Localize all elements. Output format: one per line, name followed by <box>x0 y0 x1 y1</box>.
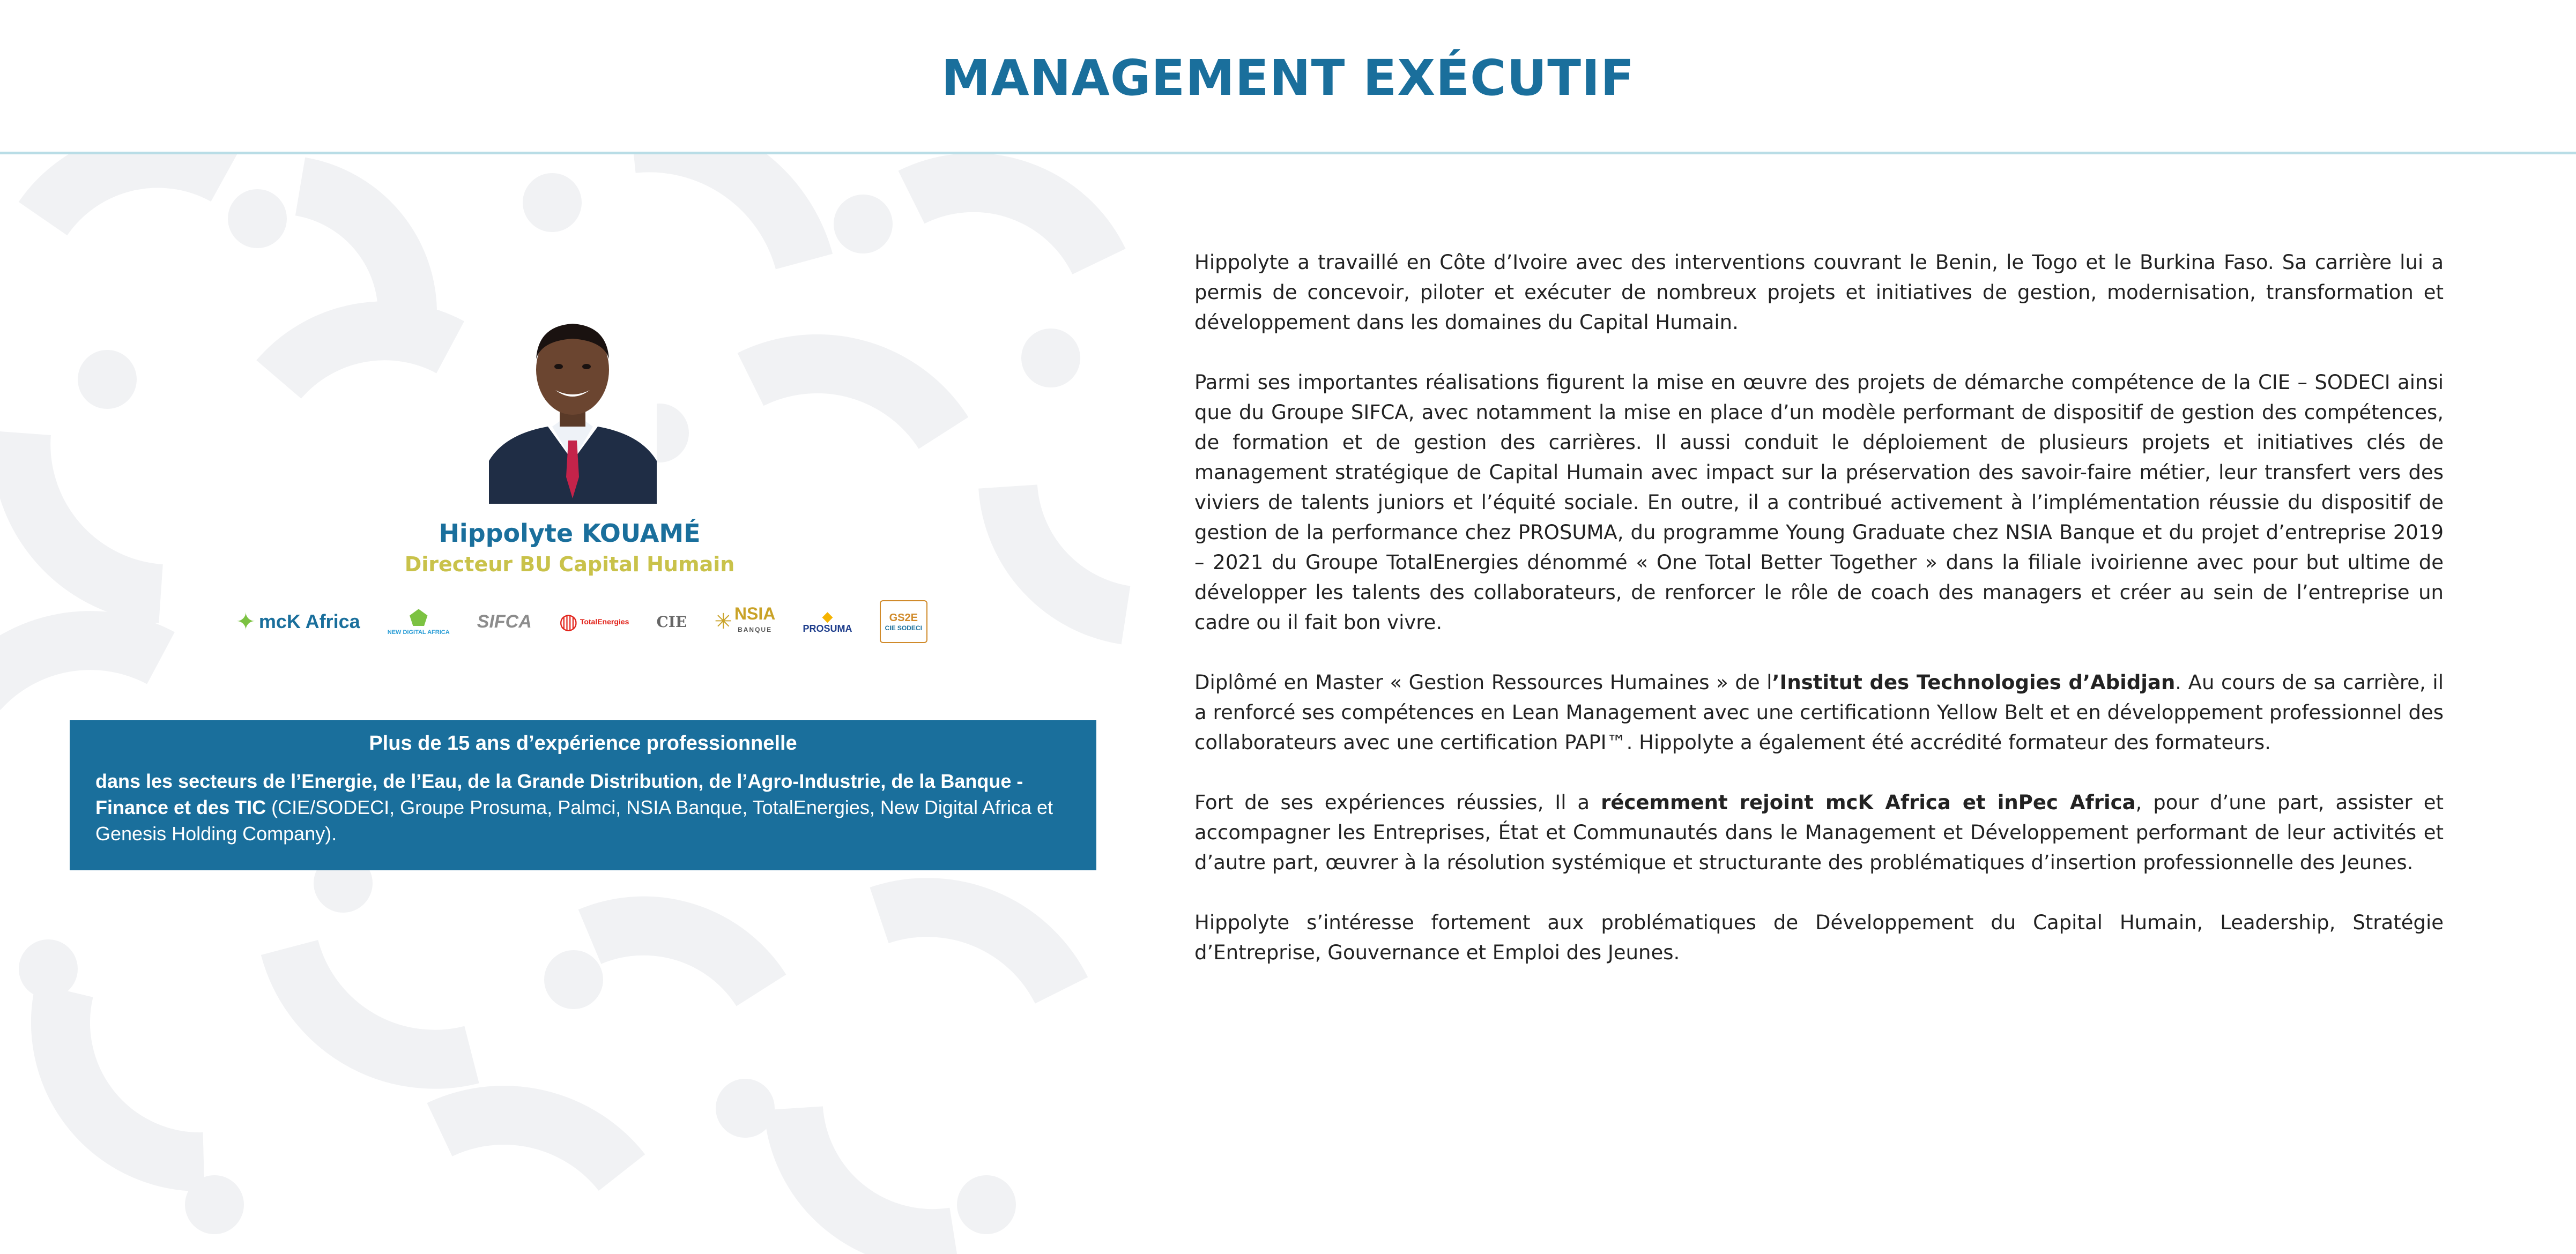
bio-paragraph-3 <box>1194 668 2444 758</box>
bio-p4-highlight: récemment rejoint mcK Africa et inPec Africa <box>1601 791 2136 814</box>
cie-logo: CIE <box>656 613 687 631</box>
person-role: Directeur BU Capital Humain <box>404 553 735 576</box>
experience-title: Plus de 15 ans d’expérience professionnelle <box>369 732 797 755</box>
experience-body <box>95 768 1071 847</box>
profile-panel <box>0 154 1139 1254</box>
experience-box <box>70 720 1096 870</box>
bio-paragraph-4 <box>1194 788 2444 878</box>
new-digital-africa-logo: ⬟ NEW DIGITAL AFRICA <box>387 607 450 636</box>
experience-sectors: dans les secteurs de l’Energie, de l’Eau, de la Grande Distribution, de l’Agro-Industrie, de la Banque - Finance et des TIC <box>95 770 1023 818</box>
totalenergies-logo: ◍ TotalEnergies <box>559 610 629 633</box>
mck-africa-logo: ✦ mcK Africa <box>236 608 360 635</box>
bio-p4-start: Fort de ses expériences réussies, Il a <box>1194 791 1601 814</box>
sifca-logo: SIFCA <box>477 611 532 632</box>
partner-logos <box>236 600 927 643</box>
biography <box>1194 248 2444 998</box>
bio-paragraph-2: Parmi ses importantes réalisations figurent la mise en œuvre des projets de démarche compétence de la CIE – SODECI ainsi que du Groupe SIFCA, avec notamment la mise en place d’un modèle performant de dispositif de gestion des compétences, de formation et de gestion des carrières. Il aussi conduit le déploiement de plusieurs projets et initiatives clés de management stratégique de Capital Humain avec impact sur la préservation des savoir-faire métier, leur transfert vers des viviers de talents juniors et l’équité sociale. En outre, il a contribué activement à l’implémentation réussie du dispositif de gestion de la performance chez PROSUMA, du programme Young Graduate chez NSIA Banque et du projet d’entreprise 2019 – 2021 du Groupe TotalEnergies dénommé « One Total Better Together » dans la filiale ivoirienne avec pour but ultime de développer les talents des collaborateurs, de renforcer le rôle de coach des managers et créer au sein de l’entreprise un cadre ou il fait bon vivre. <box>1194 371 2444 634</box>
gs2e-logo: GS2E CIE SODECI <box>880 600 927 643</box>
page-title: MANAGEMENT EXÉCUTIF <box>941 49 1635 107</box>
nsia-banque-logo: ✳ NSIA BANQUE <box>714 604 776 633</box>
experience-companies: (CIE/SODECI, Groupe Prosuma, Palmci, NSIA Banque, TotalEnergies, New Digital Africa et Genesis Holding Company). <box>95 796 1053 845</box>
bio-p3-institution: ’Institut des Technologies d’Abidjan <box>1772 671 2176 694</box>
profile-photo <box>489 300 657 504</box>
prosuma-logo: ◆ PROSUMA <box>803 608 852 634</box>
bio-p3-end: . Au cours de sa carrière, il a renforcé ses compétences en Lean Management avec une certificationn Yellow Belt et en développement professionnel des collaborateurs avec une certification PAPI™. Hippolyte a également été accrédité formateur des formateurs. <box>1194 671 2444 754</box>
person-name: Hippolyte KOUAMÉ <box>439 519 701 548</box>
page-header <box>0 0 2576 154</box>
bio-p3-start: Diplômé en Master « Gestion Ressources Humaines » de l <box>1194 671 1772 694</box>
bio-paragraph-5: Hippolyte s’intéresse fortement aux problématiques de Développement du Capital Humain, Leadership, Stratégie d’Entreprise, Gouvernance et Emploi des Jeunes. <box>1194 911 2444 964</box>
bio-paragraph-1: Hippolyte a travaillé en Côte d’Ivoire avec des interventions couvrant le Benin, le Togo et le Burkina Faso. Sa carrière lui a permis de concevoir, piloter et exécuter de nombreux projets et initiatives de gestion, modernisation, transformation et développement dans les domaines du Capital Humain. <box>1194 251 2444 334</box>
bio-p4-end: , pour d’une part, assister et accompagner les Entreprises, État et Communautés dans le Management et Développement performant de leur activités et d’autre part, œuvrer à la résolution systémique et structurante des problématiques d’insertion professionnelle des Jeunes. <box>1194 791 2444 874</box>
